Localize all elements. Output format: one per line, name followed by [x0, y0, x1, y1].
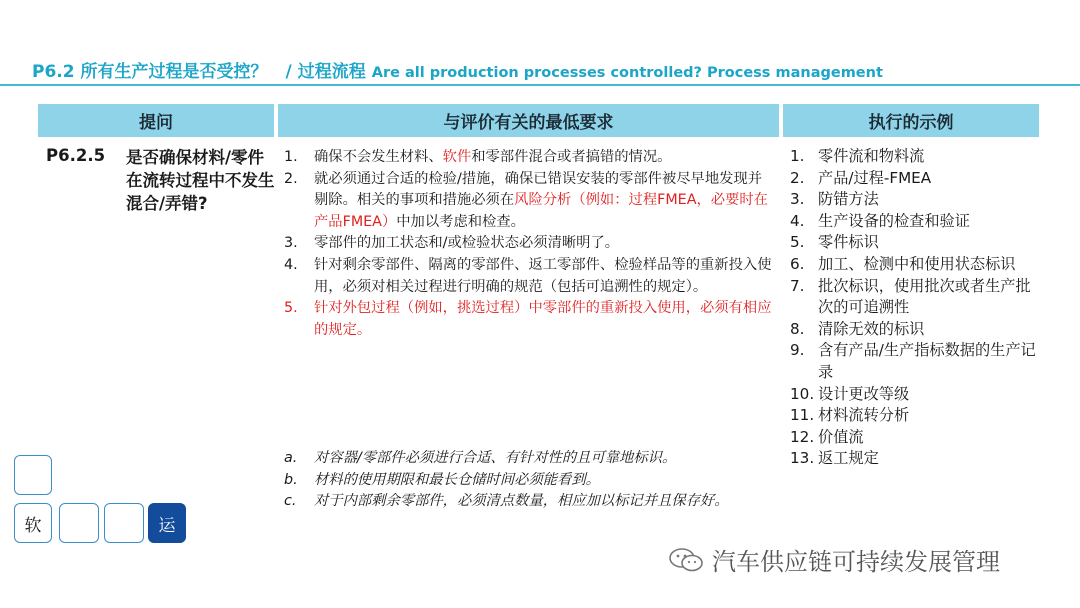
- example-number: 4.: [790, 211, 805, 230]
- software-box[interactable]: 软: [14, 503, 52, 543]
- operation-box[interactable]: 运: [148, 503, 186, 543]
- note-item: [284, 448, 774, 470]
- requirement-number: 3.: [284, 235, 298, 252]
- example-text: 清除无效的标识: [818, 319, 925, 338]
- example-number: 5.: [790, 233, 805, 252]
- requirement-text: [314, 169, 774, 234]
- example-text: 含有产品/生产指标数据的生产记录: [818, 341, 1036, 381]
- title-code: P6.2 所有生产过程是否受控？: [32, 62, 268, 82]
- requirement-item: [284, 169, 774, 234]
- empty-box-top[interactable]: [14, 455, 52, 495]
- title-cn: 过程流程: [297, 62, 366, 82]
- note-text: 材料的使用期限和最长仓储时间必须能看到。: [314, 471, 600, 488]
- example-text: 防错方法: [818, 190, 879, 209]
- note-text: 对于内部剩余零部件，必须清点数量，相应加以标记并且保存好。: [314, 493, 729, 510]
- example-text: 产品/过程-FMEA: [818, 168, 932, 187]
- example-item: [790, 146, 1040, 168]
- requirement-text-part: 中加以考虑和检查。: [396, 213, 525, 230]
- empty-box[interactable]: [59, 503, 99, 543]
- example-number: 1.: [790, 147, 805, 165]
- requirement-number: 2.: [284, 170, 298, 187]
- header-question: 提问: [38, 104, 274, 137]
- example-item: [790, 189, 1040, 211]
- example-text: 零件流和物料流: [818, 147, 925, 165]
- example-number: 6.: [790, 254, 805, 273]
- title-en: Are all production processes controlled? Process management: [371, 65, 883, 81]
- requirement-text-part: 就必须通过合适的检验/措施，确保已错误安装的零部件被尽早地发现并剔除。相关的事项和措施必须在: [314, 170, 763, 209]
- question-text: 是否确保材料/零件在流转过程中不发生混合/弄错?: [126, 148, 275, 213]
- example-item: [790, 405, 1040, 427]
- example-text: 设计更改等级: [818, 384, 910, 403]
- example-text: 加工、检测中和使用状态标识: [818, 254, 1016, 273]
- requirement-text-part: 和零部件混合或者搞错的情况。: [471, 149, 672, 165]
- example-item: [790, 232, 1040, 254]
- example-text: 生产设备的检查和验证: [818, 211, 970, 230]
- note-item: [284, 491, 774, 513]
- example-number: 8.: [790, 319, 805, 338]
- note-text: 对容器/零部件必须进行合适、有针对性的且可靠地标识。: [314, 450, 677, 466]
- example-text: 批次标识，使用批次或者生产批次的可追溯性: [818, 276, 1031, 317]
- note-letter: b.: [284, 471, 298, 488]
- example-number: 7.: [790, 276, 805, 295]
- requirement-number: 5.: [284, 300, 298, 317]
- note-letter: c.: [284, 493, 297, 510]
- title-separator: /: [285, 62, 292, 82]
- example-item: [790, 319, 1040, 341]
- requirement-item: [284, 255, 774, 298]
- example-item: [790, 254, 1040, 276]
- requirement-text: 针对外包过程（例如，挑选过程）中零部件的重新投入使用，必须有相应的规定。: [314, 300, 772, 338]
- example-number: 3.: [790, 190, 805, 209]
- requirement-number: 4.: [284, 256, 298, 273]
- watermark-text: 汽车供应链可持续发展管理: [712, 548, 1000, 576]
- page-title: [32, 57, 883, 82]
- requirement-text: 零部件的加工状态和/或检验状态必须清晰明了。: [314, 235, 620, 252]
- wechat-icon: [668, 547, 704, 573]
- requirement-text-part: 确保不会发生材料、: [314, 149, 443, 165]
- example-item: [790, 340, 1040, 383]
- header-requirements: 与评价有关的最低要求: [278, 104, 779, 137]
- example-text: 零件标识: [818, 233, 879, 252]
- requirement-highlight: 软件: [442, 149, 472, 165]
- requirement-item: [284, 147, 774, 169]
- example-item: [790, 276, 1040, 319]
- example-number: 13.: [790, 449, 815, 468]
- requirement-item: [284, 233, 774, 255]
- requirement-number: 1.: [284, 149, 298, 165]
- example-item: [790, 448, 1040, 470]
- example-number: 12.: [790, 427, 815, 446]
- title-bar: [0, 0, 1080, 92]
- example-item: [790, 427, 1040, 449]
- example-item: [790, 211, 1040, 233]
- examples-list: [790, 146, 1040, 470]
- note-item: [284, 470, 774, 492]
- example-text: 返工规定: [818, 449, 879, 468]
- title-divider: [0, 84, 1080, 86]
- example-text: 价值流: [818, 427, 864, 446]
- requirement-text: [314, 147, 774, 169]
- example-number: 9.: [790, 341, 805, 360]
- example-text: 材料流转分析: [818, 406, 910, 425]
- requirements-list: [284, 147, 774, 341]
- example-item: [790, 384, 1040, 406]
- watermark: [668, 542, 1000, 577]
- question-id: P6.2.5: [46, 146, 106, 165]
- requirement-item: [284, 298, 774, 341]
- note-letter: a.: [284, 450, 298, 466]
- example-number: 10.: [790, 384, 815, 403]
- notes-list: [284, 448, 774, 513]
- header-examples: 执行的示例: [783, 104, 1039, 137]
- requirement-text: 针对剩余零部件、隔离的零部件、返工零部件、检验样品等的重新投入使用，必须对相关过程进行明确的规范（包括可追溯性的规定）。: [314, 256, 772, 295]
- example-number: 11.: [790, 406, 815, 425]
- example-item: [790, 168, 1040, 190]
- empty-box[interactable]: [104, 503, 144, 543]
- requirement-highlight: 风险分析（例如：过程FMEA，必要时在产品FMEA）: [314, 192, 768, 230]
- example-number: 2.: [790, 168, 805, 187]
